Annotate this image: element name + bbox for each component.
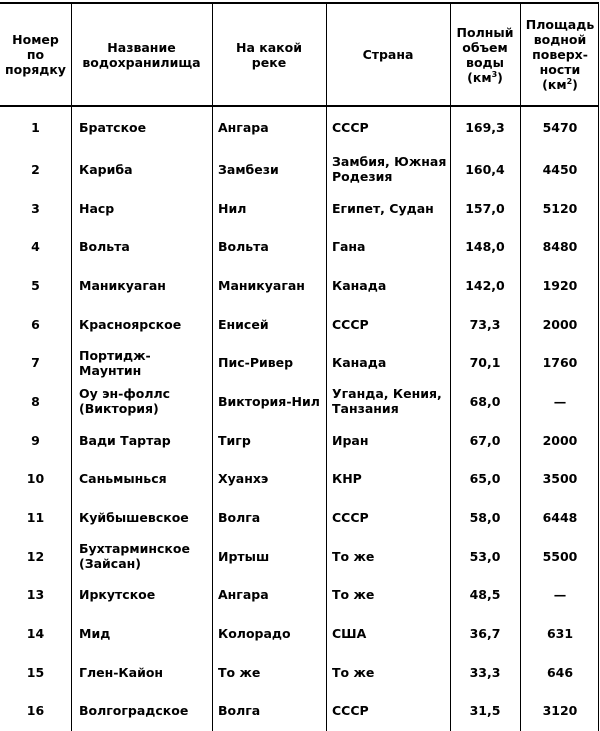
cell-volume: 68,0 [469, 393, 501, 409]
header-volume-text: Полный объем воды (км [456, 24, 514, 85]
cell-number: 8 [31, 393, 40, 409]
table-row [0, 537, 600, 576]
cell-river: Виктория-Нил [218, 393, 320, 409]
cell-country: Уганда, Кения, Танзания [332, 386, 442, 417]
cell-volume: 33,3 [469, 664, 501, 680]
cell-name: Маникуаган [79, 277, 166, 293]
cell-volume: 73,3 [469, 316, 501, 332]
cell-number: 2 [31, 161, 40, 177]
cell-area: 5500 [542, 548, 578, 564]
cell-river: Енисей [218, 316, 269, 332]
cell-area: — [553, 587, 567, 603]
cell-river: Колорадо [218, 626, 291, 642]
cell-area: 5470 [542, 120, 578, 135]
cell-volume: 160,4 [465, 161, 505, 177]
cell-name: Мид [79, 626, 111, 642]
cell-area: 2000 [542, 316, 578, 332]
header-volume-end: ) [497, 69, 503, 85]
cell-name: Оу эн-фоллс (Виктория) [79, 386, 171, 417]
cell-river: Иртыш [218, 548, 270, 564]
cell-name: Вади Тартар [79, 432, 171, 448]
cell-number: 1 [31, 120, 40, 135]
cell-number: 14 [26, 626, 45, 642]
table-row [0, 692, 600, 731]
table-row [0, 227, 600, 266]
cell-number: 15 [26, 664, 45, 680]
table-row [0, 105, 600, 150]
cell-volume: 48,5 [469, 587, 501, 603]
cell-country: КНР [332, 471, 362, 487]
cell-name: Портидж-Маунтин [79, 347, 151, 378]
reservoir-table [0, 4, 600, 730]
cell-volume: 58,0 [469, 510, 501, 526]
cell-area: 2000 [542, 432, 578, 448]
cell-river: Пис-Ривер [218, 355, 294, 371]
table-header-row [0, 4, 600, 105]
cell-name: Кариба [79, 161, 133, 177]
cell-name: Братское [79, 120, 147, 135]
cell-river: Хуанхэ [218, 471, 269, 487]
table-row [0, 266, 600, 305]
cell-volume: 142,0 [465, 277, 505, 293]
header-volume-sup: 3 [491, 69, 498, 79]
cell-area: 3120 [542, 703, 578, 719]
cell-river: Замбези [218, 161, 279, 177]
cell-name: Красноярское [79, 316, 182, 332]
cell-area: 8480 [542, 239, 578, 255]
cell-country: Канада [332, 277, 387, 293]
table-row [0, 460, 600, 499]
cell-number: 3 [31, 200, 40, 216]
header-reservoir-name: Название водохранилища [82, 39, 201, 70]
cell-river: Нил [218, 200, 247, 216]
cell-area: 3500 [542, 471, 578, 487]
header-volume [450, 4, 520, 105]
cell-country: Египет, Судан [332, 200, 434, 216]
cell-country: СССР [332, 703, 369, 719]
cell-area: 646 [546, 664, 574, 680]
cell-river: То же [218, 664, 261, 680]
cell-area: 4450 [542, 161, 578, 177]
cell-volume: 65,0 [469, 471, 501, 487]
cell-country: СССР [332, 510, 369, 526]
cell-name: Глен-Кайон [79, 664, 164, 680]
cell-country: Замбия, Южная Родезия [332, 154, 447, 185]
table-row [0, 576, 600, 615]
table-row [0, 343, 600, 382]
cell-volume: 36,7 [469, 626, 501, 642]
table-row [0, 498, 600, 537]
cell-number: 9 [31, 432, 40, 448]
cell-number: 13 [26, 587, 45, 603]
cell-number: 12 [26, 548, 45, 564]
cell-area: 6448 [542, 510, 578, 526]
header-country: Страна [362, 47, 414, 62]
cell-country: То же [332, 664, 375, 680]
cell-country: Иран [332, 432, 369, 448]
header-area-end: ) [572, 77, 578, 92]
header-river: На какой реке [236, 39, 302, 70]
cell-volume: 157,0 [465, 200, 505, 216]
cell-river: Ангара [218, 587, 269, 603]
cell-name: Саньмынься [79, 471, 167, 487]
table-row [0, 653, 600, 692]
cell-area: 631 [546, 626, 574, 642]
table-row [0, 305, 600, 344]
table-row [0, 150, 600, 189]
table-row [0, 421, 600, 460]
cell-number: 6 [31, 316, 40, 332]
cell-name: Вольта [79, 239, 130, 255]
cell-name: Волгоградское [79, 703, 189, 719]
cell-number: 10 [26, 471, 45, 487]
cell-river: Волга [218, 703, 261, 719]
table-body [0, 105, 600, 730]
cell-volume: 53,0 [469, 548, 501, 564]
cell-name: Куйбышевское [79, 510, 189, 526]
cell-river: Волга [218, 510, 261, 526]
cell-volume: 31,5 [469, 703, 501, 719]
cell-river: Тигр [218, 432, 251, 448]
cell-country: Гана [332, 239, 366, 255]
cell-area: — [553, 393, 567, 409]
cell-country: США [332, 626, 367, 642]
cell-area: 1760 [542, 355, 578, 371]
table-row [0, 614, 600, 653]
cell-country: СССР [332, 120, 369, 135]
header-area [520, 4, 600, 105]
cell-number: 11 [26, 510, 45, 526]
cell-name: Наср [79, 200, 115, 216]
table-row [0, 189, 600, 228]
cell-river: Ангара [218, 120, 269, 135]
cell-volume: 148,0 [465, 239, 505, 255]
cell-country: СССР [332, 316, 369, 332]
header-area-text: Площадь водной поверх- ности (км [525, 17, 595, 92]
cell-area: 5120 [542, 200, 578, 216]
header-number: Номер по порядку [5, 32, 66, 77]
table-row [0, 382, 600, 421]
cell-name: Бухтарминское (Зайсан) [79, 541, 190, 572]
cell-number: 4 [31, 239, 40, 255]
cell-country: То же [332, 548, 375, 564]
cell-river: Маникуаган [218, 277, 305, 293]
cell-number: 5 [31, 277, 40, 293]
cell-river: Вольта [218, 239, 269, 255]
cell-number: 7 [31, 355, 40, 371]
cell-area: 1920 [542, 277, 578, 293]
cell-volume: 67,0 [469, 432, 501, 448]
cell-country: Канада [332, 355, 387, 371]
header-area-sup: 2 [566, 76, 573, 86]
cell-number: 16 [26, 703, 45, 719]
cell-name: Иркутское [79, 587, 156, 603]
cell-volume: 70,1 [469, 355, 501, 371]
cell-volume: 169,3 [465, 120, 505, 135]
cell-country: То же [332, 587, 375, 603]
